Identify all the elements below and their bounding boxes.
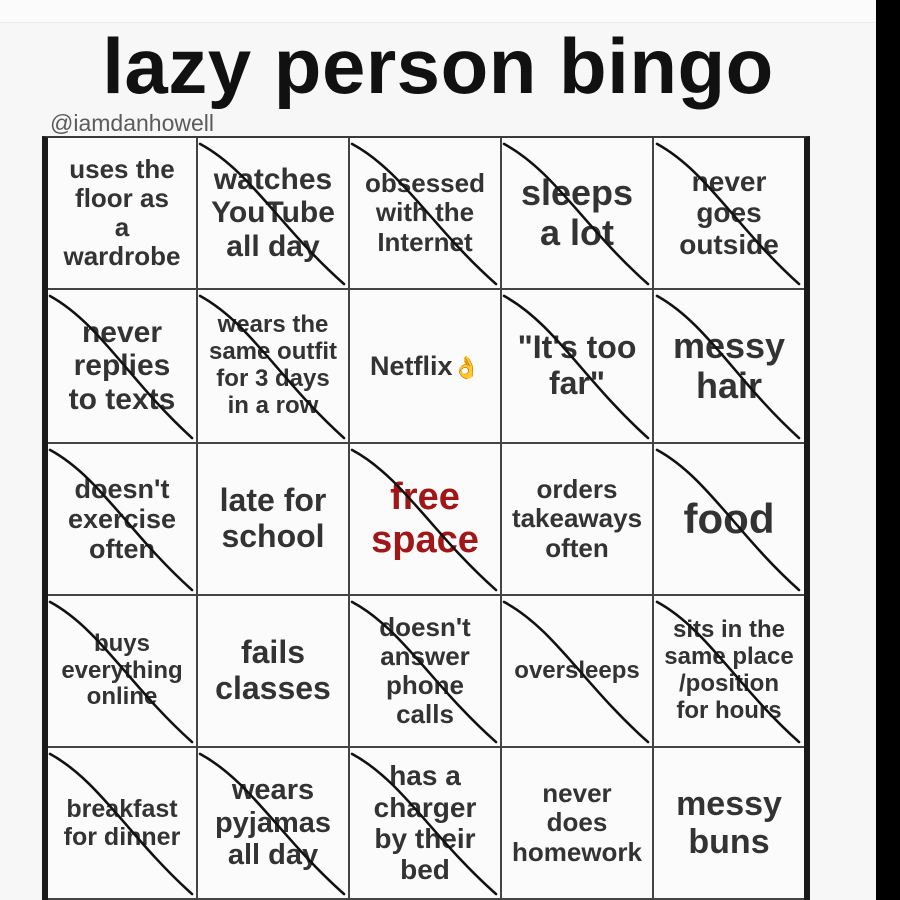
bingo-cell (502, 748, 654, 900)
bingo-cell-label: never does homework (511, 778, 643, 867)
ok-hand-icon: 👌 (452, 354, 480, 380)
bingo-cell (48, 290, 198, 444)
bingo-cell-label: watches YouTube all day (211, 162, 335, 263)
bingo-cell (350, 444, 502, 596)
bingo-cell-label: Netflix👌 (370, 350, 480, 381)
bingo-cell-label: fails classes (215, 634, 331, 706)
bingo-cell-label: messy hair (672, 324, 786, 406)
bingo-cell-label: orders takeaways often (511, 474, 643, 563)
bingo-cell-label: never replies to texts (68, 315, 176, 416)
bingo-cell-label: "It's too far" (517, 329, 637, 401)
bingo-cell-label: has a charger by their bed (373, 760, 477, 886)
bingo-cell (198, 748, 350, 900)
bingo-cell-label: wears the same outfit for 3 days in a row (208, 311, 337, 419)
bingo-cell (502, 290, 654, 444)
bingo-cell (350, 596, 502, 748)
bingo-cell (502, 596, 654, 748)
bingo-cell-label: late for school (219, 482, 327, 554)
bingo-cell-label: doesn't answer phone calls (379, 611, 471, 730)
bingo-cell-label: messy buns (676, 784, 782, 861)
bingo-cell-label: uses the floor as a wardrobe (63, 153, 181, 272)
bingo-cell-label: sleeps a lot (520, 171, 634, 253)
bingo-cell-label: breakfast for dinner (63, 795, 181, 851)
bingo-cell-label: wears pyjamas all day (214, 774, 332, 872)
bingo-cell (654, 290, 804, 444)
bingo-cell (198, 290, 350, 444)
bingo-cell-label: doesn't exercise often (67, 473, 177, 565)
bingo-grid (42, 136, 810, 900)
bingo-cell-label: sits in the same place /position for hours (664, 616, 794, 724)
bingo-cell (198, 444, 350, 596)
bingo-cell (350, 290, 502, 444)
bingo-cell (48, 444, 198, 596)
right-black-bar (876, 0, 900, 900)
bingo-cell (198, 138, 350, 290)
bingo-cell (654, 444, 804, 596)
page-title: lazy person bingo (102, 22, 774, 110)
bingo-cell (350, 748, 502, 900)
bingo-cell (654, 138, 804, 290)
bingo-cell-label: oversleeps (514, 656, 640, 684)
bingo-cell (48, 596, 198, 748)
bingo-cell (48, 138, 198, 290)
bingo-cell-label: food (683, 495, 775, 543)
author-handle: @iamdanhowell (50, 110, 214, 136)
bingo-cell (48, 748, 198, 900)
bingo-cell-label: buys everything online (61, 629, 183, 711)
bingo-cell-label: free space (371, 476, 479, 561)
bingo-cell-label: obsessed with the Internet (365, 168, 485, 257)
bingo-cell (350, 138, 502, 290)
bingo-cell (654, 748, 804, 900)
bingo-cell (502, 444, 654, 596)
bingo-cell-label: never goes outside (679, 165, 779, 260)
bingo-cell (654, 596, 804, 748)
bingo-cell (502, 138, 654, 290)
bingo-cell (198, 596, 350, 748)
